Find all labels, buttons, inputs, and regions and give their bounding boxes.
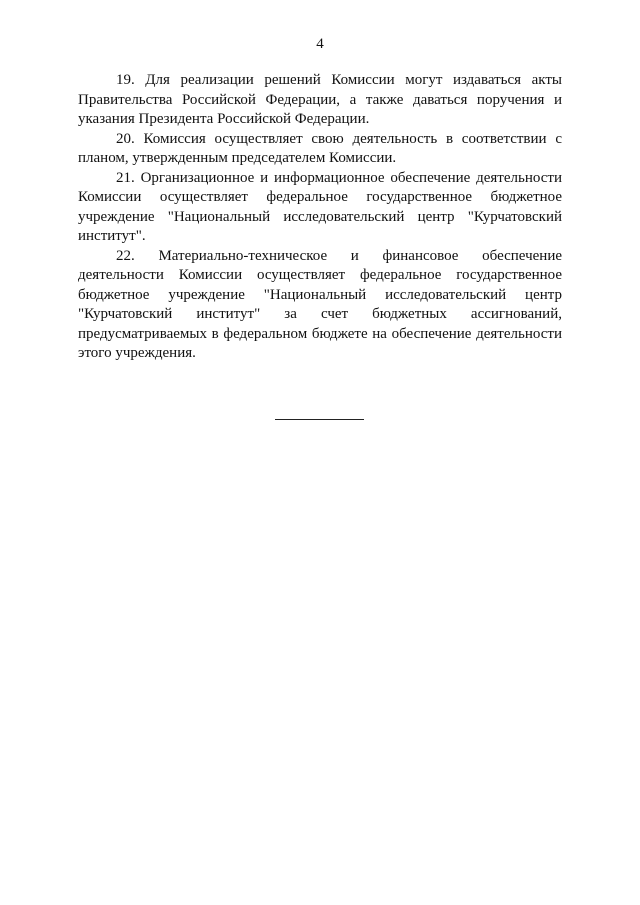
paragraph-19: 19. Для реализации решений Комиссии могут издаваться акты Правительства Российской Федерации, а также даваться поручения и указания Президента Российской Федерации.: [78, 72, 562, 127]
page-number: 4: [316, 36, 324, 52]
document-body: [78, 71, 562, 364]
end-separator-line: [275, 419, 364, 420]
paragraph-21: 21. Организационное и информационное обеспечение деятельности Комиссии осуществляет федеральное государственное бюджетное учреждение "Национальный исследовательский центр "Курчатовский институт".: [78, 169, 562, 244]
paragraph-20: 20. Комиссия осуществляет свою деятельность в соответствии с планом, утвержденным председателем Комиссии.: [78, 130, 562, 166]
paragraph-22: 22. Материально-техническое и финансовое обеспечение деятельности Комиссии осуществляет федеральное государственное бюджетное учреждение "Национальный исследовательский центр "Курчатовский институт" за счет бюджетных ассигнований, предусматриваемых в федеральном бюджете на обеспечение деятельности этого учреждения.: [78, 247, 562, 361]
